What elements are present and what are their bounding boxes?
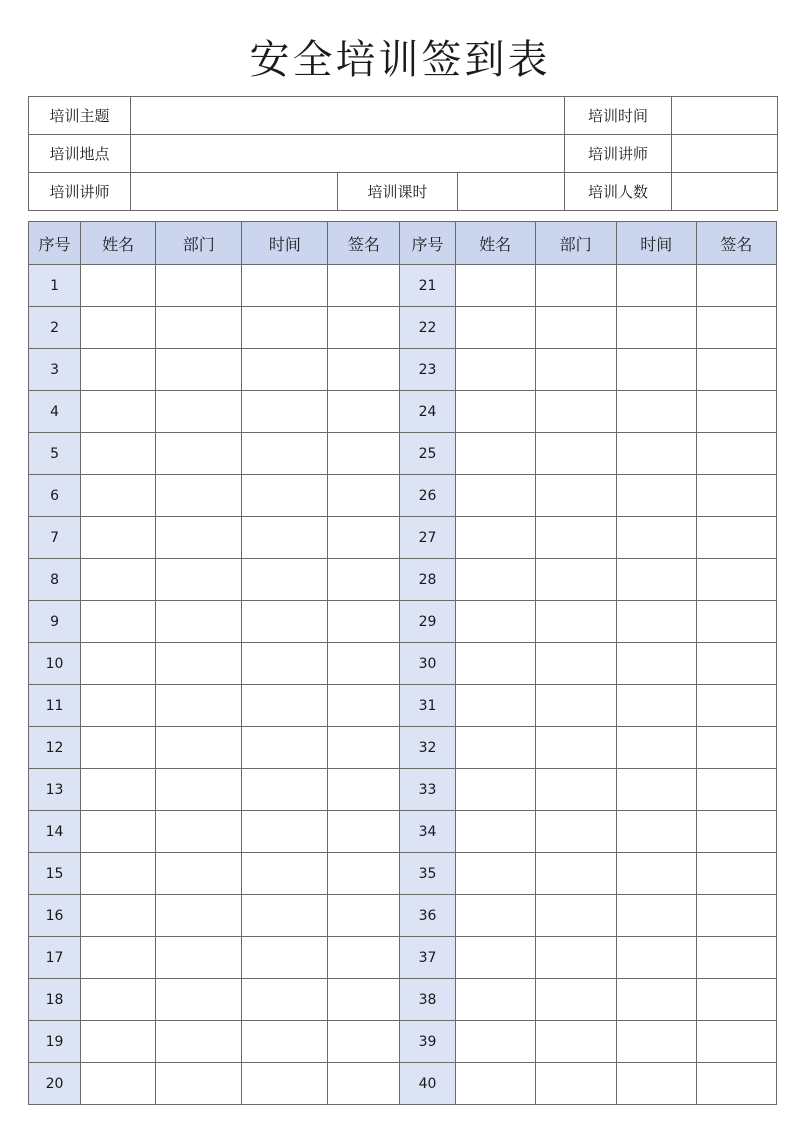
name-cell-right[interactable] (455, 307, 535, 349)
dept-cell-left[interactable] (156, 265, 242, 307)
row-number-left: 5 (29, 433, 81, 475)
row-number-right: 25 (400, 433, 455, 475)
sign-cell-left[interactable] (328, 853, 400, 895)
header-sign-right: 签名 (696, 222, 776, 265)
table-row (29, 349, 777, 391)
time-cell-left[interactable] (242, 307, 328, 349)
roster-header-row (29, 222, 777, 265)
sign-cell-right[interactable] (696, 265, 776, 307)
dept-cell-left[interactable] (156, 895, 242, 937)
name-cell-left[interactable] (81, 307, 156, 349)
table-row (29, 517, 777, 559)
dept-cell-right[interactable] (535, 391, 616, 433)
row-number-right: 32 (400, 727, 455, 769)
time-cell-left[interactable] (242, 769, 328, 811)
header-time-right: 时间 (616, 222, 696, 265)
dept-cell-right[interactable] (535, 727, 616, 769)
header-name-left: 姓名 (81, 222, 156, 265)
row-number-left: 15 (29, 853, 81, 895)
name-cell-left[interactable] (81, 475, 156, 517)
name-cell-left[interactable] (81, 727, 156, 769)
name-cell-right[interactable] (455, 979, 535, 1021)
time-cell-right[interactable] (616, 601, 696, 643)
dept-cell-left[interactable] (156, 727, 242, 769)
dept-cell-right[interactable] (535, 1063, 616, 1105)
table-row (29, 559, 777, 601)
row-number-right: 38 (400, 979, 455, 1021)
sign-cell-left[interactable] (328, 391, 400, 433)
row-number-left: 18 (29, 979, 81, 1021)
time-cell-left[interactable] (242, 265, 328, 307)
name-cell-right[interactable] (455, 727, 535, 769)
sign-cell-left[interactable] (328, 265, 400, 307)
row-number-left: 8 (29, 559, 81, 601)
name-cell-right[interactable] (455, 1063, 535, 1105)
time-field[interactable] (672, 97, 778, 135)
name-cell-right[interactable] (455, 895, 535, 937)
time-cell-right[interactable] (616, 1021, 696, 1063)
time-cell-left[interactable] (242, 349, 328, 391)
time-cell-right[interactable] (616, 475, 696, 517)
row-number-right: 24 (400, 391, 455, 433)
time-cell-left[interactable] (242, 433, 328, 475)
dept-cell-right[interactable] (535, 853, 616, 895)
sign-cell-left[interactable] (328, 559, 400, 601)
sign-cell-right[interactable] (696, 895, 776, 937)
row-number-left: 6 (29, 475, 81, 517)
row-number-right: 27 (400, 517, 455, 559)
dept-cell-right[interactable] (535, 1021, 616, 1063)
time-cell-left[interactable] (242, 811, 328, 853)
time-cell-left[interactable] (242, 559, 328, 601)
row-number-left: 13 (29, 769, 81, 811)
dept-cell-left[interactable] (156, 559, 242, 601)
table-row (29, 1063, 777, 1105)
dept-cell-left[interactable] (156, 1021, 242, 1063)
attendees-field[interactable] (672, 173, 778, 211)
header-seq-right: 序号 (400, 222, 455, 265)
row-number-left: 16 (29, 895, 81, 937)
name-cell-left[interactable] (81, 937, 156, 979)
sign-cell-left[interactable] (328, 433, 400, 475)
row-number-right: 40 (400, 1063, 455, 1105)
name-cell-right[interactable] (455, 433, 535, 475)
name-cell-right[interactable] (455, 391, 535, 433)
sign-cell-left[interactable] (328, 643, 400, 685)
location-label: 培训地点 (29, 135, 131, 173)
time-cell-left[interactable] (242, 895, 328, 937)
time-cell-right[interactable] (616, 853, 696, 895)
name-cell-left[interactable] (81, 769, 156, 811)
dept-cell-right[interactable] (535, 475, 616, 517)
header-dept-left: 部门 (156, 222, 242, 265)
row-number-left: 19 (29, 1021, 81, 1063)
row-number-left: 14 (29, 811, 81, 853)
sign-cell-right[interactable] (696, 559, 776, 601)
sign-cell-right[interactable] (696, 1021, 776, 1063)
sign-cell-right[interactable] (696, 811, 776, 853)
dept-cell-left[interactable] (156, 937, 242, 979)
dept-cell-left[interactable] (156, 769, 242, 811)
sign-cell-left[interactable] (328, 1063, 400, 1105)
row-number-left: 7 (29, 517, 81, 559)
dept-cell-right[interactable] (535, 559, 616, 601)
sign-cell-right[interactable] (696, 1063, 776, 1105)
hours-field[interactable] (458, 173, 565, 211)
row-number-left: 17 (29, 937, 81, 979)
row-number-left: 3 (29, 349, 81, 391)
sign-cell-right[interactable] (696, 433, 776, 475)
info-row-lecturer-hours-count (29, 173, 778, 211)
time-cell-right[interactable] (616, 979, 696, 1021)
time-cell-right[interactable] (616, 433, 696, 475)
row-number-right: 31 (400, 685, 455, 727)
time-cell-right[interactable] (616, 265, 696, 307)
sign-cell-right[interactable] (696, 937, 776, 979)
dept-cell-right[interactable] (535, 433, 616, 475)
name-cell-left[interactable] (81, 643, 156, 685)
sign-cell-right[interactable] (696, 979, 776, 1021)
sign-cell-left[interactable] (328, 1021, 400, 1063)
sign-cell-left[interactable] (328, 601, 400, 643)
table-row (29, 937, 777, 979)
row-number-left: 11 (29, 685, 81, 727)
lecturer-field-secondary[interactable] (131, 173, 338, 211)
name-cell-left[interactable] (81, 811, 156, 853)
row-number-right: 21 (400, 265, 455, 307)
name-cell-left[interactable] (81, 433, 156, 475)
time-cell-left[interactable] (242, 517, 328, 559)
row-number-right: 37 (400, 937, 455, 979)
row-number-left: 4 (29, 391, 81, 433)
name-cell-left[interactable] (81, 895, 156, 937)
dept-cell-right[interactable] (535, 349, 616, 391)
table-row (29, 1021, 777, 1063)
sign-cell-right[interactable] (696, 853, 776, 895)
time-cell-left[interactable] (242, 685, 328, 727)
dept-cell-left[interactable] (156, 475, 242, 517)
time-cell-left[interactable] (242, 727, 328, 769)
name-cell-right[interactable] (455, 937, 535, 979)
name-cell-left[interactable] (81, 1021, 156, 1063)
sign-cell-right[interactable] (696, 391, 776, 433)
table-row (29, 391, 777, 433)
name-cell-right[interactable] (455, 265, 535, 307)
dept-cell-left[interactable] (156, 433, 242, 475)
lecturer-label: 培训讲师 (565, 135, 672, 173)
name-cell-right[interactable] (455, 643, 535, 685)
sign-cell-left[interactable] (328, 811, 400, 853)
lecturer-label-secondary: 培训讲师 (29, 173, 131, 211)
sign-cell-right[interactable] (696, 727, 776, 769)
name-cell-right[interactable] (455, 475, 535, 517)
time-cell-right[interactable] (616, 895, 696, 937)
table-row (29, 853, 777, 895)
header-seq-left: 序号 (29, 222, 81, 265)
header-dept-right: 部门 (535, 222, 616, 265)
name-cell-left[interactable] (81, 265, 156, 307)
topic-field[interactable] (131, 97, 565, 135)
topic-label: 培训主题 (29, 97, 131, 135)
table-row (29, 265, 777, 307)
sign-cell-right[interactable] (696, 307, 776, 349)
sign-cell-left[interactable] (328, 895, 400, 937)
time-cell-left[interactable] (242, 601, 328, 643)
row-number-right: 22 (400, 307, 455, 349)
time-cell-left[interactable] (242, 937, 328, 979)
time-cell-right[interactable] (616, 685, 696, 727)
sign-cell-left[interactable] (328, 727, 400, 769)
signin-roster-table (28, 221, 777, 1105)
sign-cell-left[interactable] (328, 769, 400, 811)
row-number-right: 28 (400, 559, 455, 601)
name-cell-left[interactable] (81, 601, 156, 643)
dept-cell-right[interactable] (535, 811, 616, 853)
table-row (29, 643, 777, 685)
name-cell-right[interactable] (455, 685, 535, 727)
table-row (29, 307, 777, 349)
row-number-right: 36 (400, 895, 455, 937)
sign-cell-right[interactable] (696, 601, 776, 643)
table-row (29, 601, 777, 643)
sign-cell-right[interactable] (696, 685, 776, 727)
sign-cell-right[interactable] (696, 769, 776, 811)
row-number-left: 9 (29, 601, 81, 643)
name-cell-right[interactable] (455, 601, 535, 643)
name-cell-right[interactable] (455, 1021, 535, 1063)
dept-cell-left[interactable] (156, 307, 242, 349)
sign-cell-left[interactable] (328, 685, 400, 727)
time-cell-right[interactable] (616, 307, 696, 349)
lecturer-field[interactable] (672, 135, 778, 173)
table-row (29, 475, 777, 517)
row-number-left: 10 (29, 643, 81, 685)
name-cell-left[interactable] (81, 559, 156, 601)
table-row (29, 433, 777, 475)
sign-cell-right[interactable] (696, 517, 776, 559)
row-number-left: 20 (29, 1063, 81, 1105)
name-cell-left[interactable] (81, 685, 156, 727)
row-number-left: 12 (29, 727, 81, 769)
training-info-table (28, 96, 778, 211)
row-number-right: 35 (400, 853, 455, 895)
time-cell-right[interactable] (616, 1063, 696, 1105)
sign-cell-right[interactable] (696, 349, 776, 391)
row-number-right: 30 (400, 643, 455, 685)
dept-cell-left[interactable] (156, 1063, 242, 1105)
time-cell-left[interactable] (242, 475, 328, 517)
dept-cell-left[interactable] (156, 643, 242, 685)
info-row-location (29, 135, 778, 173)
dept-cell-right[interactable] (535, 517, 616, 559)
name-cell-right[interactable] (455, 769, 535, 811)
name-cell-right[interactable] (455, 517, 535, 559)
row-number-right: 34 (400, 811, 455, 853)
info-row-topic (29, 97, 778, 135)
dept-cell-left[interactable] (156, 517, 242, 559)
time-cell-right[interactable] (616, 391, 696, 433)
time-cell-left[interactable] (242, 391, 328, 433)
row-number-right: 33 (400, 769, 455, 811)
dept-cell-left[interactable] (156, 601, 242, 643)
dept-cell-right[interactable] (535, 601, 616, 643)
dept-cell-left[interactable] (156, 685, 242, 727)
dept-cell-right[interactable] (535, 307, 616, 349)
name-cell-left[interactable] (81, 979, 156, 1021)
dept-cell-right[interactable] (535, 769, 616, 811)
row-number-right: 23 (400, 349, 455, 391)
dept-cell-left[interactable] (156, 349, 242, 391)
time-cell-left[interactable] (242, 979, 328, 1021)
time-cell-right[interactable] (616, 769, 696, 811)
dept-cell-right[interactable] (535, 979, 616, 1021)
time-cell-right[interactable] (616, 811, 696, 853)
table-row (29, 811, 777, 853)
sign-cell-left[interactable] (328, 349, 400, 391)
header-name-right: 姓名 (455, 222, 535, 265)
table-row (29, 727, 777, 769)
name-cell-left[interactable] (81, 853, 156, 895)
row-number-left: 2 (29, 307, 81, 349)
time-cell-right[interactable] (616, 559, 696, 601)
name-cell-left[interactable] (81, 349, 156, 391)
table-row (29, 685, 777, 727)
dept-cell-right[interactable] (535, 937, 616, 979)
sign-cell-left[interactable] (328, 979, 400, 1021)
header-time-left: 时间 (242, 222, 328, 265)
name-cell-right[interactable] (455, 559, 535, 601)
name-cell-right[interactable] (455, 811, 535, 853)
sign-cell-left[interactable] (328, 937, 400, 979)
time-cell-right[interactable] (616, 643, 696, 685)
table-row (29, 979, 777, 1021)
sign-cell-right[interactable] (696, 475, 776, 517)
table-row (29, 895, 777, 937)
dept-cell-right[interactable] (535, 265, 616, 307)
dept-cell-left[interactable] (156, 391, 242, 433)
time-cell-right[interactable] (616, 349, 696, 391)
name-cell-left[interactable] (81, 1063, 156, 1105)
name-cell-right[interactable] (455, 349, 535, 391)
name-cell-left[interactable] (81, 517, 156, 559)
attendees-label: 培训人数 (565, 173, 672, 211)
dept-cell-right[interactable] (535, 685, 616, 727)
time-cell-right[interactable] (616, 937, 696, 979)
hours-label: 培训课时 (338, 173, 458, 211)
sign-cell-left[interactable] (328, 475, 400, 517)
dept-cell-left[interactable] (156, 853, 242, 895)
sign-cell-right[interactable] (696, 643, 776, 685)
dept-cell-right[interactable] (535, 643, 616, 685)
time-label: 培训时间 (565, 97, 672, 135)
time-cell-right[interactable] (616, 517, 696, 559)
row-number-left: 1 (29, 265, 81, 307)
dept-cell-left[interactable] (156, 811, 242, 853)
time-cell-left[interactable] (242, 643, 328, 685)
header-sign-left: 签名 (328, 222, 400, 265)
row-number-right: 39 (400, 1021, 455, 1063)
roster-body (29, 265, 777, 1105)
time-cell-left[interactable] (242, 1063, 328, 1105)
location-field[interactable] (131, 135, 565, 173)
dept-cell-left[interactable] (156, 979, 242, 1021)
page-title: 安全培训签到表 (249, 37, 551, 83)
dept-cell-right[interactable] (535, 895, 616, 937)
sign-cell-left[interactable] (328, 307, 400, 349)
time-cell-right[interactable] (616, 727, 696, 769)
row-number-right: 26 (400, 475, 455, 517)
time-cell-left[interactable] (242, 1021, 328, 1063)
time-cell-left[interactable] (242, 853, 328, 895)
name-cell-left[interactable] (81, 391, 156, 433)
row-number-right: 29 (400, 601, 455, 643)
sign-cell-left[interactable] (328, 517, 400, 559)
name-cell-right[interactable] (455, 853, 535, 895)
table-row (29, 769, 777, 811)
